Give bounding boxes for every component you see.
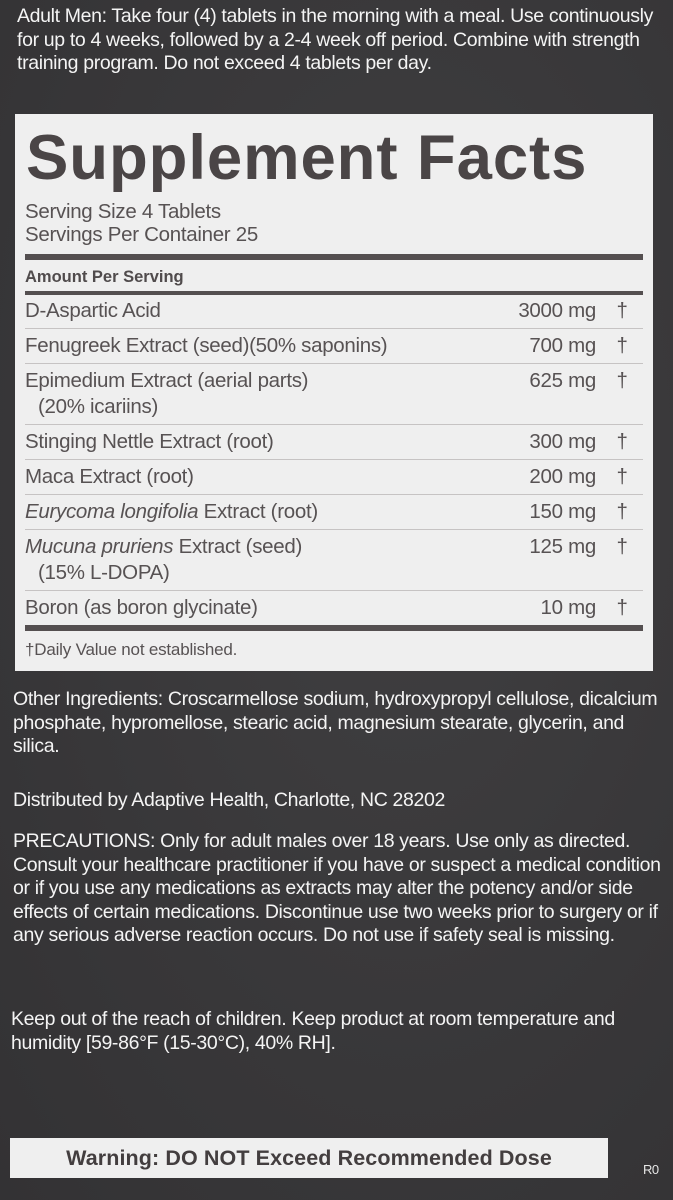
ingredient-amount: 625 mg [529, 369, 596, 392]
amount-per-serving-header: Amount Per Serving [25, 268, 184, 286]
precautions-text: PRECAUTIONS: Only for adult males over 18 years. Use only as directed. Consult your healthcare practitioner if you have or suspect a medical condition or if you use any medications as extracts may alter the potency and/or side effects of certain medications. Discontinue use two weeks prior to surgery or if any serious adverse reaction occurs. Do not use if safety seal is missing. [13, 830, 661, 946]
ingredient-row [25, 363, 643, 424]
ingredient-name [25, 499, 476, 525]
ingredient-name-line [25, 500, 318, 523]
serving-info [25, 200, 643, 246]
ingredient-row [25, 328, 643, 363]
ingredient-row [25, 494, 643, 529]
ingredient-name [25, 368, 476, 420]
other-ingredients-text: Other Ingredients: Croscarmellose sodium, hydroxypropyl cellulose, dicalcium phosphate, hypromellose, stearic acid, magnesium stearate, glycerin, and silica. [13, 688, 658, 757]
dagger-icon: † [616, 535, 628, 558]
ingredient-row [25, 295, 643, 328]
ingredient-standardization: (15% L-DOPA) [38, 561, 170, 584]
divider-thick [25, 625, 643, 631]
ingredient-amount: 10 mg [540, 596, 596, 619]
ingredient-name [25, 464, 476, 490]
dagger-icon: † [616, 500, 628, 523]
ingredient-name-text: Extract (seed) [173, 535, 302, 558]
ingredient-name-text: Stinging Nettle Extract (root) [25, 430, 274, 453]
ingredient-name-line [25, 465, 194, 488]
serving-size: Serving Size 4 Tablets [25, 200, 221, 223]
ingredient-row [25, 424, 643, 459]
ingredient-amount: 200 mg [529, 465, 596, 488]
divider-thick [25, 254, 643, 260]
ingredient-table [25, 295, 643, 625]
dagger-icon: † [616, 334, 628, 357]
ingredient-name-line [25, 369, 308, 392]
ingredient-name [25, 534, 476, 586]
dagger-icon: † [616, 596, 628, 619]
dagger-icon: † [616, 369, 628, 392]
footnote: †Daily Value not established. [25, 640, 238, 659]
ingredient-name-line [25, 535, 302, 558]
ingredient-name [25, 298, 476, 324]
ingredient-row [25, 590, 643, 625]
ingredient-standardization: (20% icariins) [38, 395, 158, 418]
directions-text: Adult Men: Take four (4) tablets in the morning with a meal. Use continuously for up to 4 weeks, followed by a 2-4 week off period. Combine with strength training program. Do not exceed 4 tablets per day. [17, 5, 654, 74]
ingredient-name-line [25, 299, 161, 322]
ingredient-row [25, 529, 643, 590]
ingredient-name-line [25, 596, 258, 619]
warning-banner: Warning: DO NOT Exceed Recommended Dose [10, 1138, 608, 1178]
ingredient-amount: 125 mg [529, 535, 596, 558]
ingredient-name-text: Epimedium Extract (aerial parts) [25, 369, 309, 392]
ingredient-name-line [25, 334, 387, 357]
ingredient-amount: 700 mg [529, 334, 596, 357]
ingredient-name-text: Boron (as boron glycinate) [25, 596, 258, 619]
ingredient-latin-name: Mucuna pruriens [25, 535, 174, 558]
storage-text: Keep out of the reach of children. Keep product at room temperature and humidity [59-86°F (15-30°C), 40% RH]. [11, 1008, 615, 1054]
panel-title: Supplement Facts [26, 123, 588, 193]
revision-code: R0 [643, 1162, 659, 1177]
servings-per-container: Servings Per Container 25 [25, 223, 258, 246]
dagger-icon: † [616, 299, 628, 322]
ingredient-name [25, 429, 476, 455]
ingredient-name [25, 333, 476, 359]
ingredient-amount: 300 mg [529, 430, 596, 453]
supplement-facts-panel [15, 114, 653, 671]
ingredient-name-text: Extract (root) [198, 500, 318, 523]
distributor-text: Distributed by Adaptive Health, Charlotte, NC 28202 [13, 789, 445, 811]
ingredient-name-text: Fenugreek Extract (seed)(50% saponins) [25, 334, 388, 357]
ingredient-latin-name: Eurycoma longifolia [25, 500, 199, 523]
ingredient-name-text: D-Aspartic Acid [25, 299, 161, 322]
ingredient-amount: 150 mg [529, 500, 596, 523]
dagger-icon: † [616, 430, 628, 453]
ingredient-name-text: Maca Extract (root) [25, 465, 194, 488]
ingredient-name [25, 595, 476, 621]
dagger-icon: † [616, 465, 628, 488]
ingredient-row [25, 459, 643, 494]
ingredient-amount: 3000 mg [518, 299, 596, 322]
ingredient-name-line [25, 430, 274, 453]
